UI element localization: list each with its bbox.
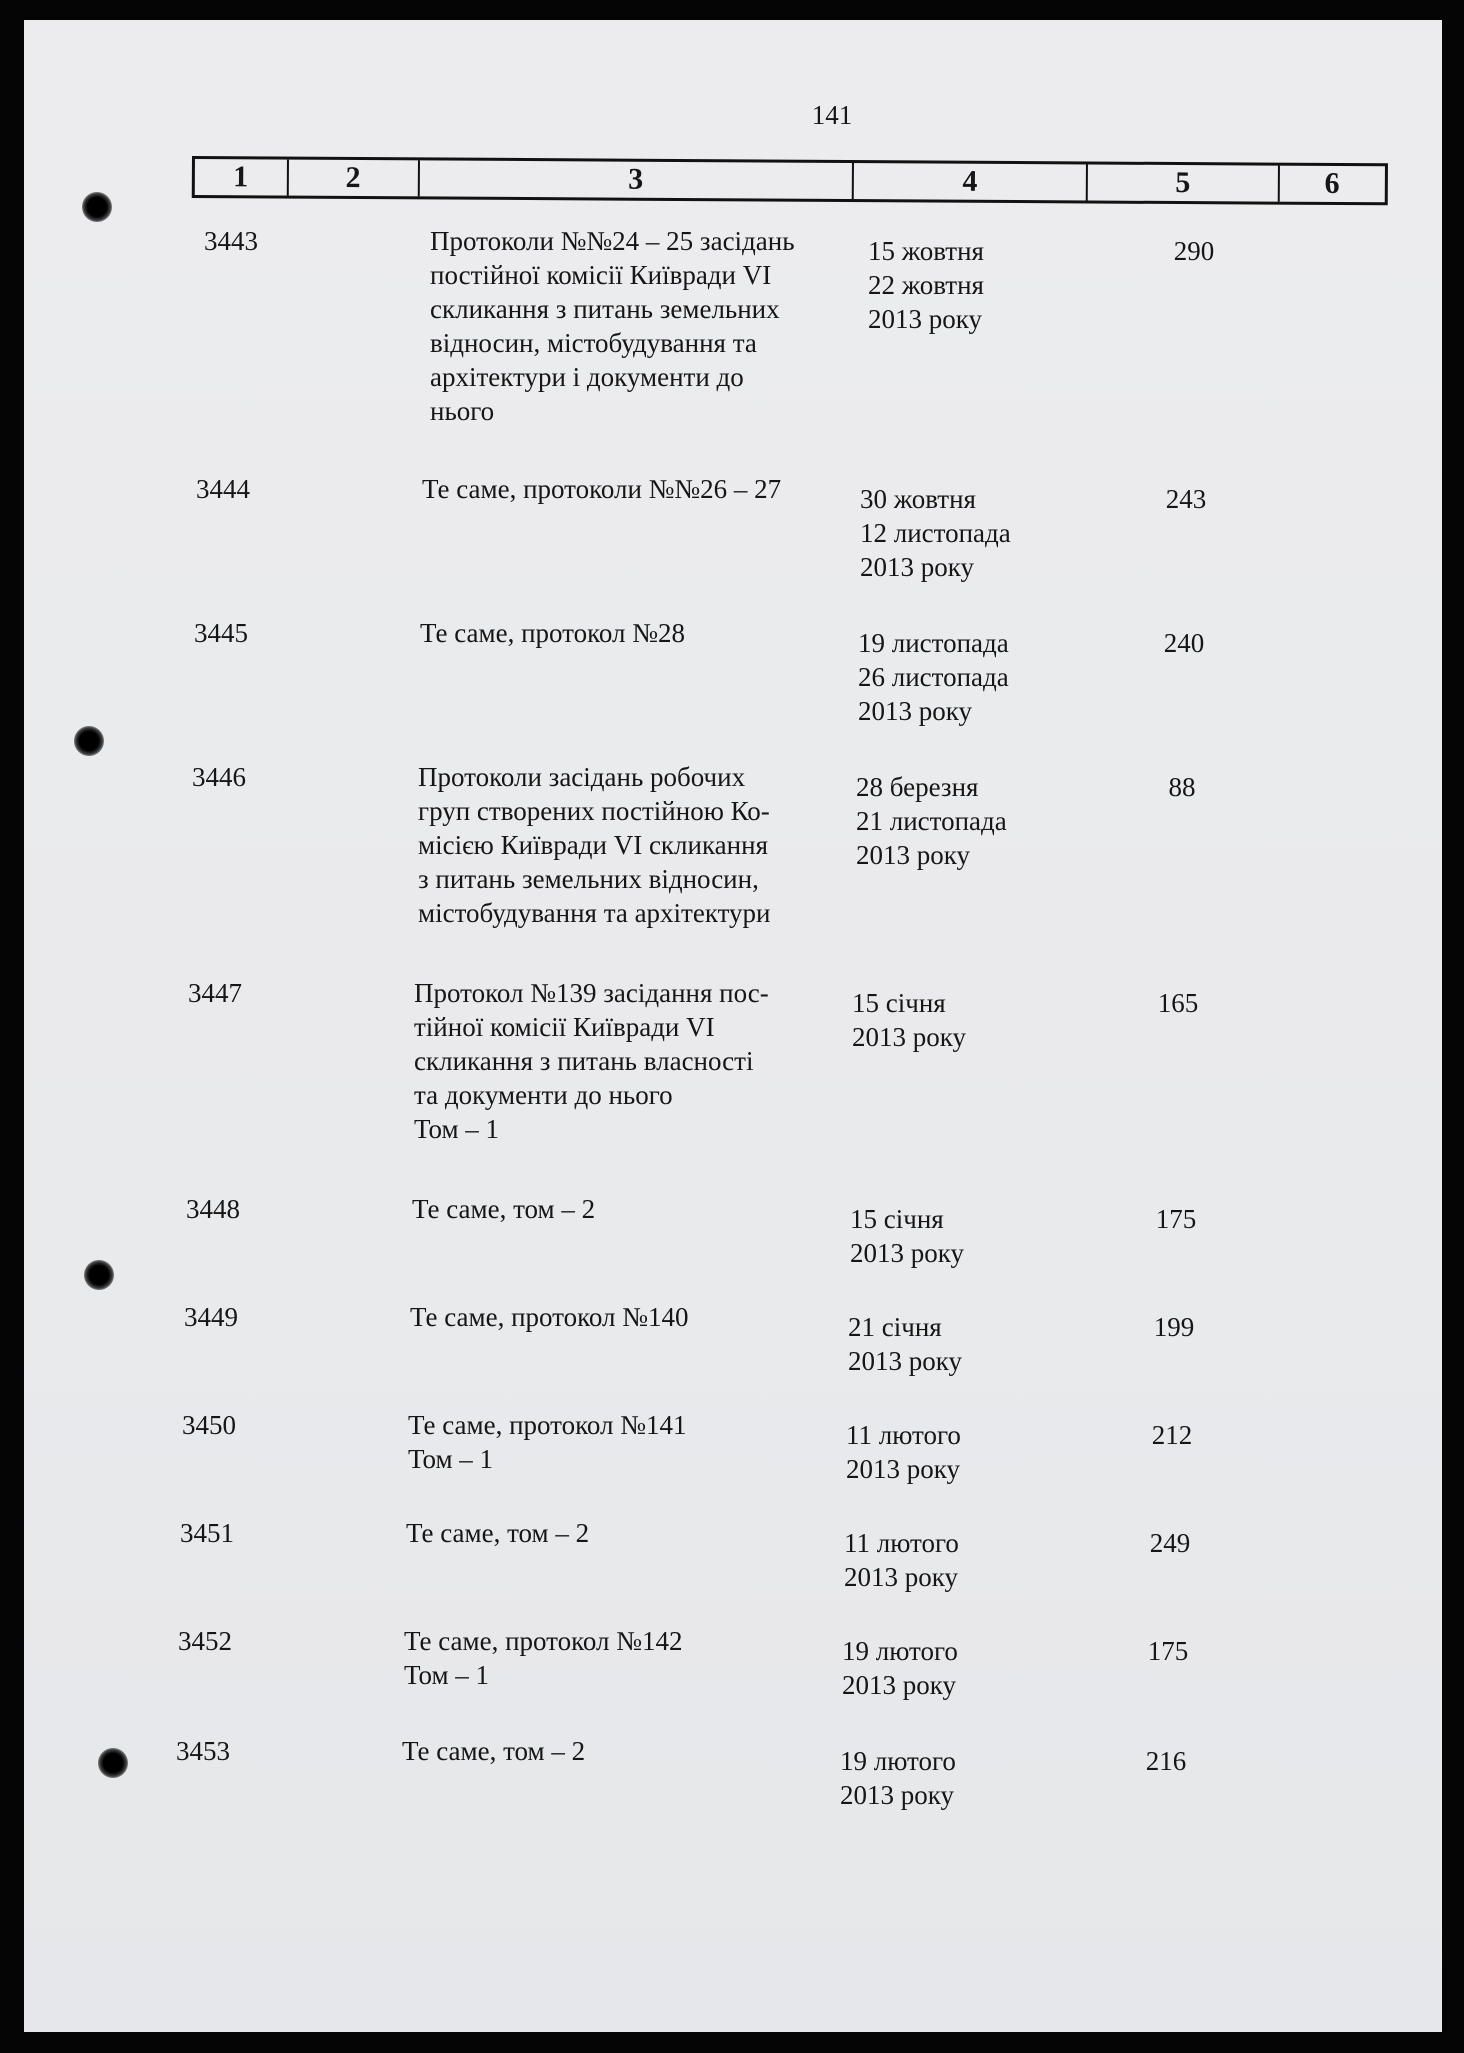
item-dates [868,234,1068,336]
item-title [418,760,848,930]
item-title-line: нього [430,396,495,426]
page-number: 141 [811,100,853,130]
item-sheet-count: 240 [1163,628,1205,658]
punch-hole [98,1748,128,1778]
item-sheet-count: 88 [1168,772,1196,802]
item-number: 3452 [178,1626,232,1656]
item-dates [860,482,1060,584]
item-date-line: 2013 року [852,1022,966,1052]
item-title [404,1624,834,1692]
document-page [24,20,1442,2032]
item-title-line: Том – 1 [404,1660,490,1690]
header-cell-3: 3 [420,160,854,199]
item-title-line: та документи до нього [414,1080,673,1110]
item-sheet-count: 249 [1149,1528,1191,1558]
item-title-line: тійної комісії Київради VI [414,1012,715,1042]
item-number: 3451 [180,1518,234,1548]
item-sheet-count: 212 [1151,1420,1193,1450]
header-cell-4: 4 [853,163,1088,200]
item-date-line: 12 листопада [860,518,1011,548]
item-date-line: 21 листопада [856,806,1007,836]
item-sheet-count: 175 [1155,1204,1197,1234]
item-sheet-count: 199 [1153,1312,1195,1342]
item-date-line: 2013 року [848,1346,962,1376]
item-date-line: 19 листопада [858,628,1009,658]
item-date-line: 11 лютого [844,1528,959,1558]
item-dates [852,986,1052,1054]
item-date-line: 19 лютого [840,1746,956,1776]
item-number: 3445 [194,618,248,648]
item-dates [858,626,1058,728]
item-title-line: постійної комісії Київради VI [430,260,772,290]
header-cell-1: 1 [195,159,289,196]
item-date-line: 2013 року [868,304,982,334]
item-date-line: 15 січня [852,988,946,1018]
item-number: 3444 [196,474,250,504]
item-title-line: відносин, містобудування та [430,328,757,358]
item-number: 3453 [176,1736,230,1766]
item-date-line: 2013 року [840,1780,954,1810]
item-title-line: Том – 1 [408,1444,494,1474]
item-sheet-count: 243 [1165,484,1207,514]
item-title [406,1516,836,1550]
item-title-line: скликання з питань власності [414,1046,754,1076]
item-title-line: Те саме, том – 2 [412,1194,596,1224]
item-number: 3443 [204,226,258,256]
item-date-line: 2013 року [844,1562,958,1592]
item-sheet-count: 290 [1173,236,1215,266]
item-number: 3448 [186,1194,240,1224]
item-title-line: архітектури і документи до [430,362,744,392]
item-date-line: 28 березня [856,772,979,802]
item-title-line: Протоколи засідань робочих [418,762,746,792]
item-date-line: 22 жовтня [868,270,984,300]
punch-hole [74,726,104,756]
item-number: 3449 [184,1302,238,1332]
header-cell-6: 6 [1324,166,1340,201]
item-title-line: Те саме, протокол №142 [404,1626,683,1656]
item-sheet-count: 216 [1145,1746,1187,1776]
item-title-line: Те саме, протокол №140 [410,1302,689,1332]
item-dates [844,1526,1044,1594]
item-title-line: груп створених постійною Ко- [418,796,770,826]
item-sheet-count: 175 [1147,1636,1189,1666]
item-title [420,616,850,650]
punch-hole [82,192,112,222]
item-date-line: 2013 року [846,1454,960,1484]
header-cell-2: 2 [288,160,420,197]
item-date-line: 2013 року [860,552,974,582]
item-date-line: 15 січня [850,1204,944,1234]
header-cell-5: 5 [1088,164,1279,201]
item-title-line: Те саме, том – 2 [406,1518,590,1548]
item-dates [856,770,1056,872]
item-date-line: 15 жовтня [868,236,984,266]
item-title-line: Те саме, протокол №28 [420,618,685,648]
item-dates [840,1744,1040,1812]
item-date-line: 2013 року [856,840,970,870]
item-number: 3450 [182,1410,236,1440]
item-title-line: скликання з питань земельних [430,294,780,324]
table-header-row [192,156,1388,205]
item-number: 3447 [188,978,242,1008]
punch-hole [84,1260,114,1290]
item-title-line: з питань земельних відносин, [418,864,759,894]
item-title [422,472,852,506]
item-dates [848,1310,1048,1378]
item-date-line: 2013 року [850,1238,964,1268]
item-title [430,224,860,428]
item-date-line: 11 лютого [846,1420,961,1450]
item-date-line: 2013 року [842,1670,956,1700]
item-title [414,976,844,1146]
item-date-line: 19 лютого [842,1636,958,1666]
item-title [412,1192,842,1226]
item-date-line: 21 січня [848,1312,942,1342]
item-date-line: 26 листопада [858,662,1009,692]
item-dates [850,1202,1050,1270]
item-title-line: Том – 1 [414,1114,500,1144]
item-title-line: Те саме, том – 2 [402,1736,586,1766]
item-title-line: Протокол №139 засідання пос- [414,978,769,1008]
item-title-line: місією Київради VI скликання [418,830,768,860]
item-title [408,1408,838,1476]
item-title [402,1734,832,1768]
item-date-line: 30 жовтня [860,484,976,514]
item-dates [846,1418,1046,1486]
item-date-line: 2013 року [858,696,972,726]
item-sheet-count: 165 [1157,988,1199,1018]
item-title-line: Протоколи №№24 – 25 засідань [430,226,795,256]
item-title [410,1300,840,1334]
item-title-line: Те саме, протоколи №№26 – 27 [422,474,782,504]
item-number: 3446 [192,762,246,792]
item-dates [842,1634,1042,1702]
item-title-line: містобудування та архітектури [418,898,771,928]
item-title-line: Те саме, протокол №141 [408,1410,687,1440]
